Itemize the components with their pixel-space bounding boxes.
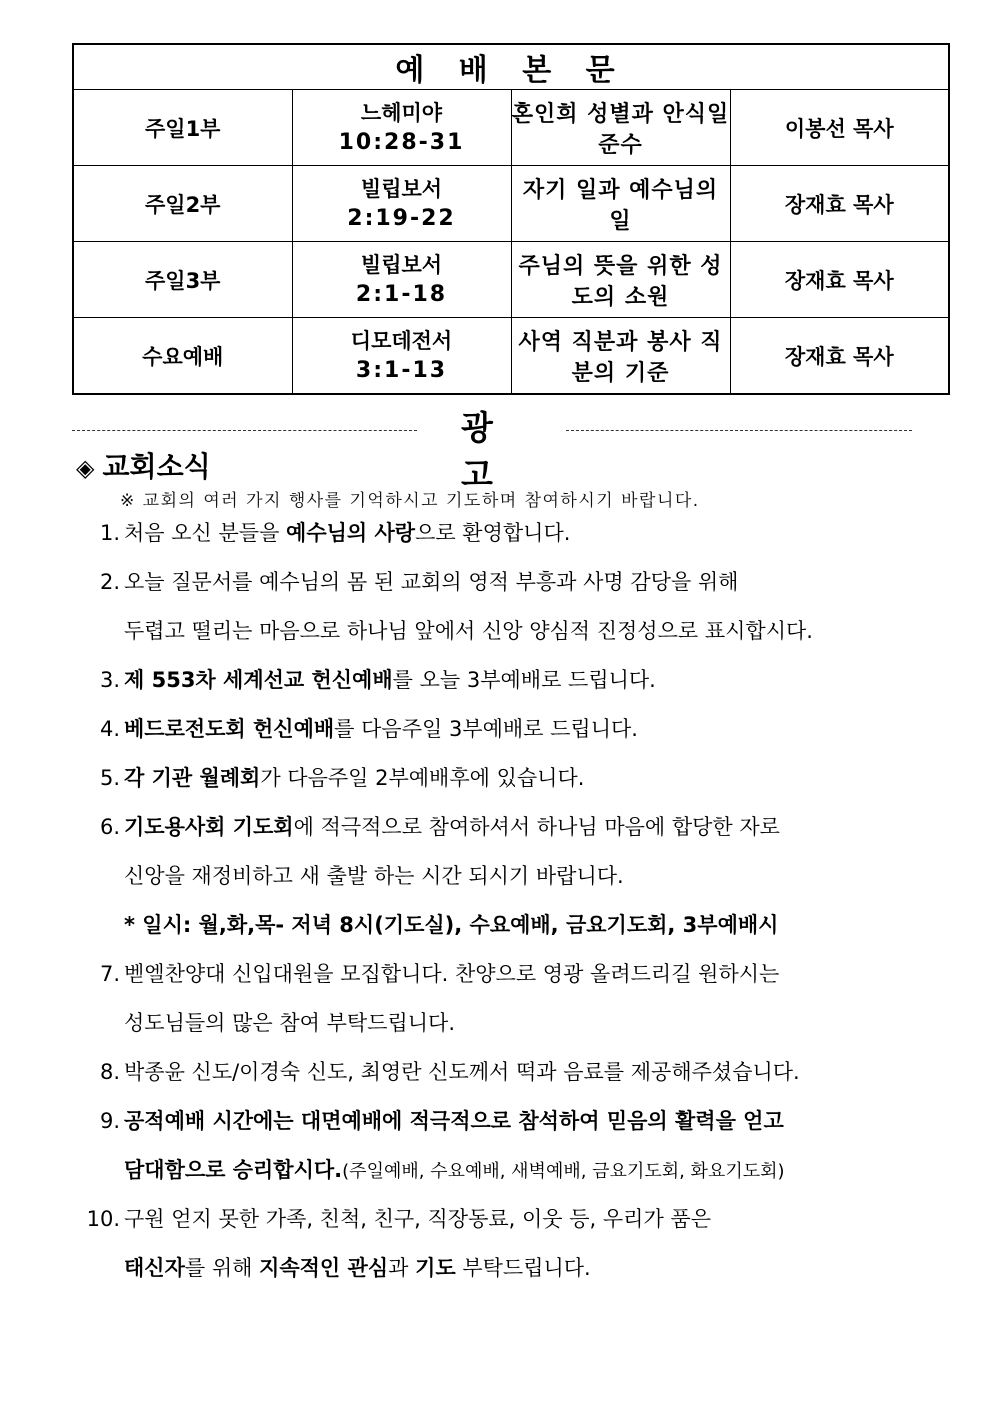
item-continuation: 두렵고 떨리는 마음으로 하나님 앞에서 신앙 양심적 진정성으로 표시합시다. <box>124 619 813 643</box>
scripture-book: 빌립보서 <box>360 252 443 277</box>
item-text: 를 위해 <box>184 1256 260 1280</box>
scripture-reference: 10:28-31 <box>338 129 465 155</box>
list-item <box>72 762 584 792</box>
table-row <box>73 90 949 166</box>
item-number: 4. <box>99 717 120 741</box>
preacher: 장재효 목사 <box>730 318 949 395</box>
item-text: 에 적극적으로 참여하셔서 하나님 마음에 합당한 자로 <box>293 815 780 839</box>
item-text: 벧엘찬양대 신입대원을 모집합니다. 찬양으로 영광 올려드리길 원하시는 <box>124 962 780 986</box>
item-number: 9. <box>99 1109 120 1133</box>
service-name: 주일2부 <box>73 166 292 242</box>
sermon-title: 혼인희 성별과 안식일 준수 <box>511 90 730 166</box>
sermon-title: 자기 일과 예수님의 일 <box>511 166 730 242</box>
service-name: 주일3부 <box>73 242 292 318</box>
item-text: 으로 환영합니다. <box>415 521 571 545</box>
item-schedule: * 일시: 월,화,목- 저녁 8시(기도실), 수요예배, 금요기도회, 3부예배시 <box>124 913 779 937</box>
scripture-book: 빌립보서 <box>360 176 443 201</box>
list-item <box>72 713 638 743</box>
scripture-passage <box>292 242 511 318</box>
item-number: 1. <box>99 521 120 545</box>
service-name: 수요예배 <box>73 318 292 395</box>
worship-scripture-table <box>72 43 950 395</box>
diamond-bullet-icon: ◈ <box>76 453 95 482</box>
scripture-passage <box>292 318 511 395</box>
section-title-text: 교회소식 <box>102 450 211 483</box>
scripture-passage <box>292 90 511 166</box>
item-number: 6. <box>99 815 120 839</box>
item-text-bold: 제 553차 세계선교 헌신예배 <box>124 668 393 692</box>
section-note: ※ 교회의 여러 가지 행사를 기억하시고 기도하며 참여하시기 바랍니다. <box>120 491 700 511</box>
item-text-bold: 담대함으로 승리합시다. <box>124 1158 343 1182</box>
preacher: 이봉선 목사 <box>730 90 949 166</box>
item-number: 7. <box>99 962 120 986</box>
sermon-title: 사역 직분과 봉사 직분의 기준 <box>511 318 730 395</box>
scripture-book: 느헤미야 <box>360 100 443 125</box>
table-row <box>73 242 949 318</box>
list-item <box>72 1203 711 1233</box>
item-number: 2. <box>99 570 120 594</box>
item-text-bold: 공적예배 시간에는 대면예배에 적극적으로 참석하여 믿음의 활력을 얻고 <box>124 1109 784 1133</box>
divider <box>566 430 912 431</box>
divider <box>72 430 417 431</box>
list-item <box>72 517 570 547</box>
item-text-bold: 지속적인 관심 <box>259 1256 389 1280</box>
item-text-bold: 태신자 <box>124 1256 185 1280</box>
item-continuation: 성도님들의 많은 참여 부탁드립니다. <box>124 1011 455 1035</box>
section-title <box>76 445 211 485</box>
table-row <box>73 318 949 395</box>
scripture-reference: 3:1-13 <box>355 357 448 383</box>
scripture-reference: 2:19-22 <box>347 205 456 231</box>
item-text: 부탁드립니다. <box>455 1256 591 1280</box>
item-text-bold: 기도 <box>415 1256 456 1280</box>
list-item <box>72 664 656 694</box>
scripture-passage <box>292 166 511 242</box>
item-text-bold: 기도용사회 기도회 <box>124 815 294 839</box>
item-text: 를 다음주일 3부예배로 드립니다. <box>334 717 638 741</box>
item-text: (주일예배, 수요예배, 새벽예배, 금요기도회, 화요기도회) <box>342 1161 785 1182</box>
item-text-bold: 각 기관 월례회 <box>124 766 261 790</box>
service-name: 주일1부 <box>73 90 292 166</box>
item-text: 를 오늘 3부예배로 드립니다. <box>392 668 656 692</box>
list-item <box>72 958 779 988</box>
announcements-title: 광 고 <box>461 408 523 494</box>
item-continuation: 신앙을 재정비하고 새 출발 하는 시간 되시기 바랍니다. <box>124 864 624 888</box>
scripture-reference: 2:1-18 <box>355 281 448 307</box>
preacher: 장재효 목사 <box>730 242 949 318</box>
scripture-book: 디모데전서 <box>350 328 453 353</box>
list-item <box>72 566 738 596</box>
item-text: 처음 오신 분들을 <box>124 521 287 545</box>
item-continuation <box>124 1252 591 1282</box>
item-text-bold: 베드로전도회 헌신예배 <box>124 717 335 741</box>
list-item <box>72 811 780 841</box>
item-text: 오늘 질문서를 예수님의 몸 된 교회의 영적 부흥과 사명 감당을 위해 <box>124 570 739 594</box>
item-number: 3. <box>99 668 120 692</box>
list-item <box>72 1105 784 1135</box>
item-number: 8. <box>99 1060 120 1084</box>
list-item <box>72 1056 800 1086</box>
item-text: 가 다음주일 2부예배후에 있습니다. <box>260 766 585 790</box>
table-row <box>73 166 949 242</box>
item-continuation <box>124 1154 785 1184</box>
item-number: 5. <box>99 766 120 790</box>
preacher: 장재효 목사 <box>730 166 949 242</box>
table-title: 예 배 본 문 <box>73 44 949 90</box>
item-text-bold: 예수님의 사랑 <box>286 521 416 545</box>
item-text: 과 <box>388 1256 416 1280</box>
sermon-title: 주님의 뜻을 위한 성도의 소원 <box>511 242 730 318</box>
item-number: 10. <box>86 1207 120 1231</box>
item-text: 구원 얻지 못한 가족, 친척, 친구, 직장동료, 이웃 등, 우리가 품은 <box>124 1207 711 1231</box>
item-text: 박종윤 신도/이경숙 신도, 최영란 신도께서 떡과 음료를 제공해주셨습니다. <box>124 1060 800 1084</box>
